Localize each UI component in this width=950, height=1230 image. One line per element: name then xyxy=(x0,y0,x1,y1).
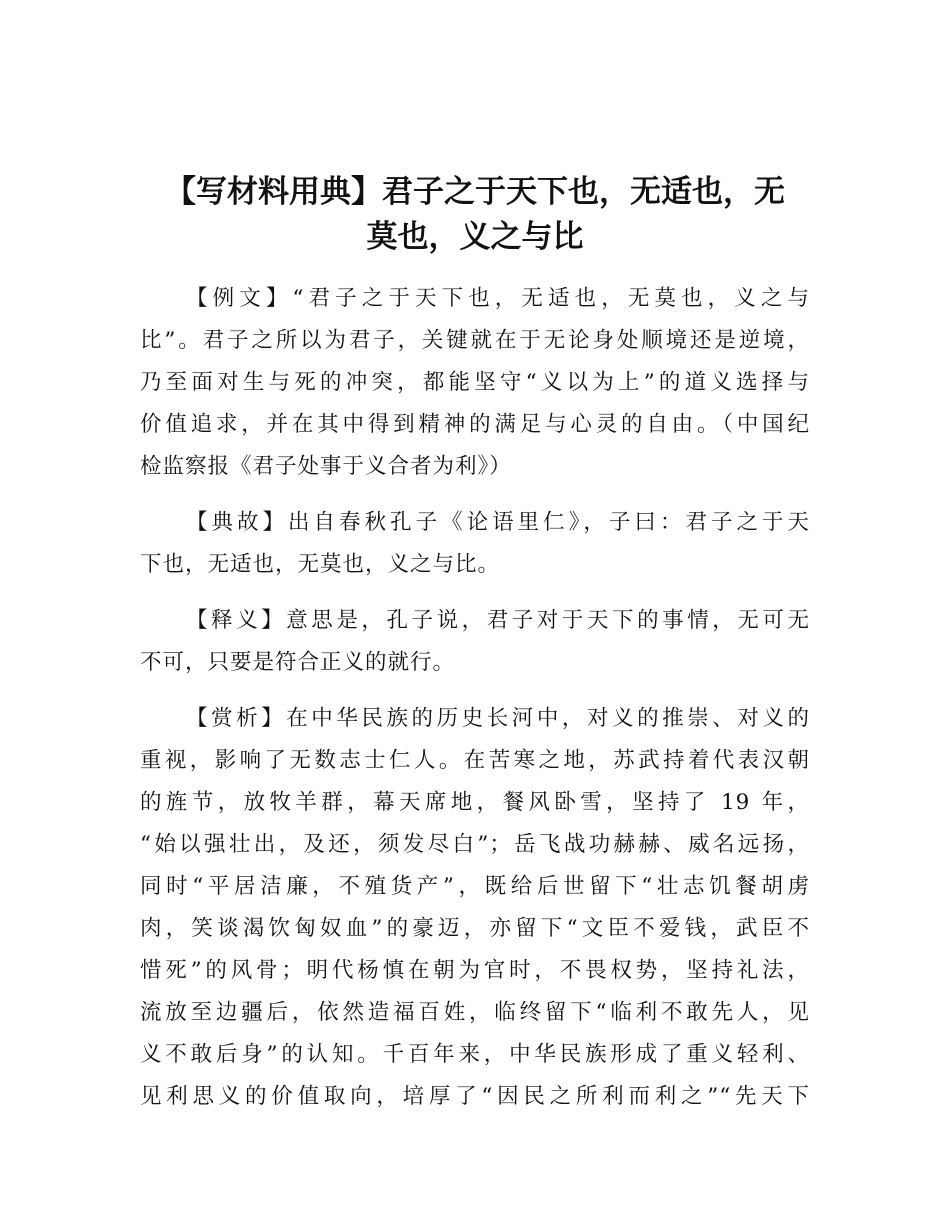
text-line: 同时“平居洁廉，不殖货产”，既给后世留下“壮志饥餐胡虏 xyxy=(140,874,810,899)
text-line: 下也，无适也，无莫也，义之与比。 xyxy=(140,552,501,577)
paragraph-allusion xyxy=(140,502,810,586)
text-line: 【赏析】在中华民族的历史长河中，对义的推崇、对义的 xyxy=(186,706,810,731)
document-title xyxy=(125,170,825,260)
text-line: 的旌节，放牧羊群，幕天席地，餐风卧雪，坚持了 19 年， xyxy=(140,790,810,815)
text-line: 义不敢后身”的认知。千百年来，中华民族形成了重义轻利、 xyxy=(140,1042,810,1067)
text-line: 乃至面对生与死的冲突，都能坚守“义以为上”的道义选择与 xyxy=(140,370,810,395)
text-line: 流放至边疆后，依然造福百姓，临终留下“临利不敢先人，见 xyxy=(140,1000,810,1025)
text-line: 重视，影响了无数志士仁人。在苦寒之地，苏武持着代表汉朝 xyxy=(140,748,810,773)
text-line: 比”。君子之所以为君子，关键就在于无论身处顺境还是逆境， xyxy=(140,328,810,353)
text-line: 惜死”的风骨；明代杨慎在朝为官时，不畏权势，坚持礼法， xyxy=(140,958,810,983)
text-line: 【典故】出自春秋孔子《论语里仁》，子曰：君子之于天 xyxy=(186,510,810,535)
document-body xyxy=(140,278,810,1118)
text-line: 价值追求，并在其中得到精神的满足与心灵的自由。（中国纪 xyxy=(140,412,810,437)
text-line: “始以强壮出，及还，须发尽白”；岳飞战功赫赫、威名远扬， xyxy=(140,832,810,857)
title-line-1: 【写材料用典】君子之于天下也，无适也，无 xyxy=(165,174,785,210)
text-line: 见利思义的价值取向，培厚了“因民之所利而利之”“先天下 xyxy=(140,1084,810,1109)
text-line: 检监察报《君子处事于义合者为利》） xyxy=(140,454,512,479)
paragraph-example xyxy=(140,278,810,488)
text-line: 【释义】意思是，孔子说，君子对于天下的事情，无可无 xyxy=(186,608,810,633)
paragraph-appreciation xyxy=(140,698,810,1118)
text-line: 肉，笑谈渴饮匈奴血”的豪迈，亦留下“文臣不爱钱，武臣不 xyxy=(140,916,810,941)
title-line-2: 莫也，义之与比 xyxy=(366,219,584,255)
paragraph-interpretation xyxy=(140,600,810,684)
text-line: 不可，只要是符合正义的就行。 xyxy=(140,650,456,675)
text-line: 【例文】“君子之于天下也，无适也，无莫也，义之与 xyxy=(186,286,810,311)
